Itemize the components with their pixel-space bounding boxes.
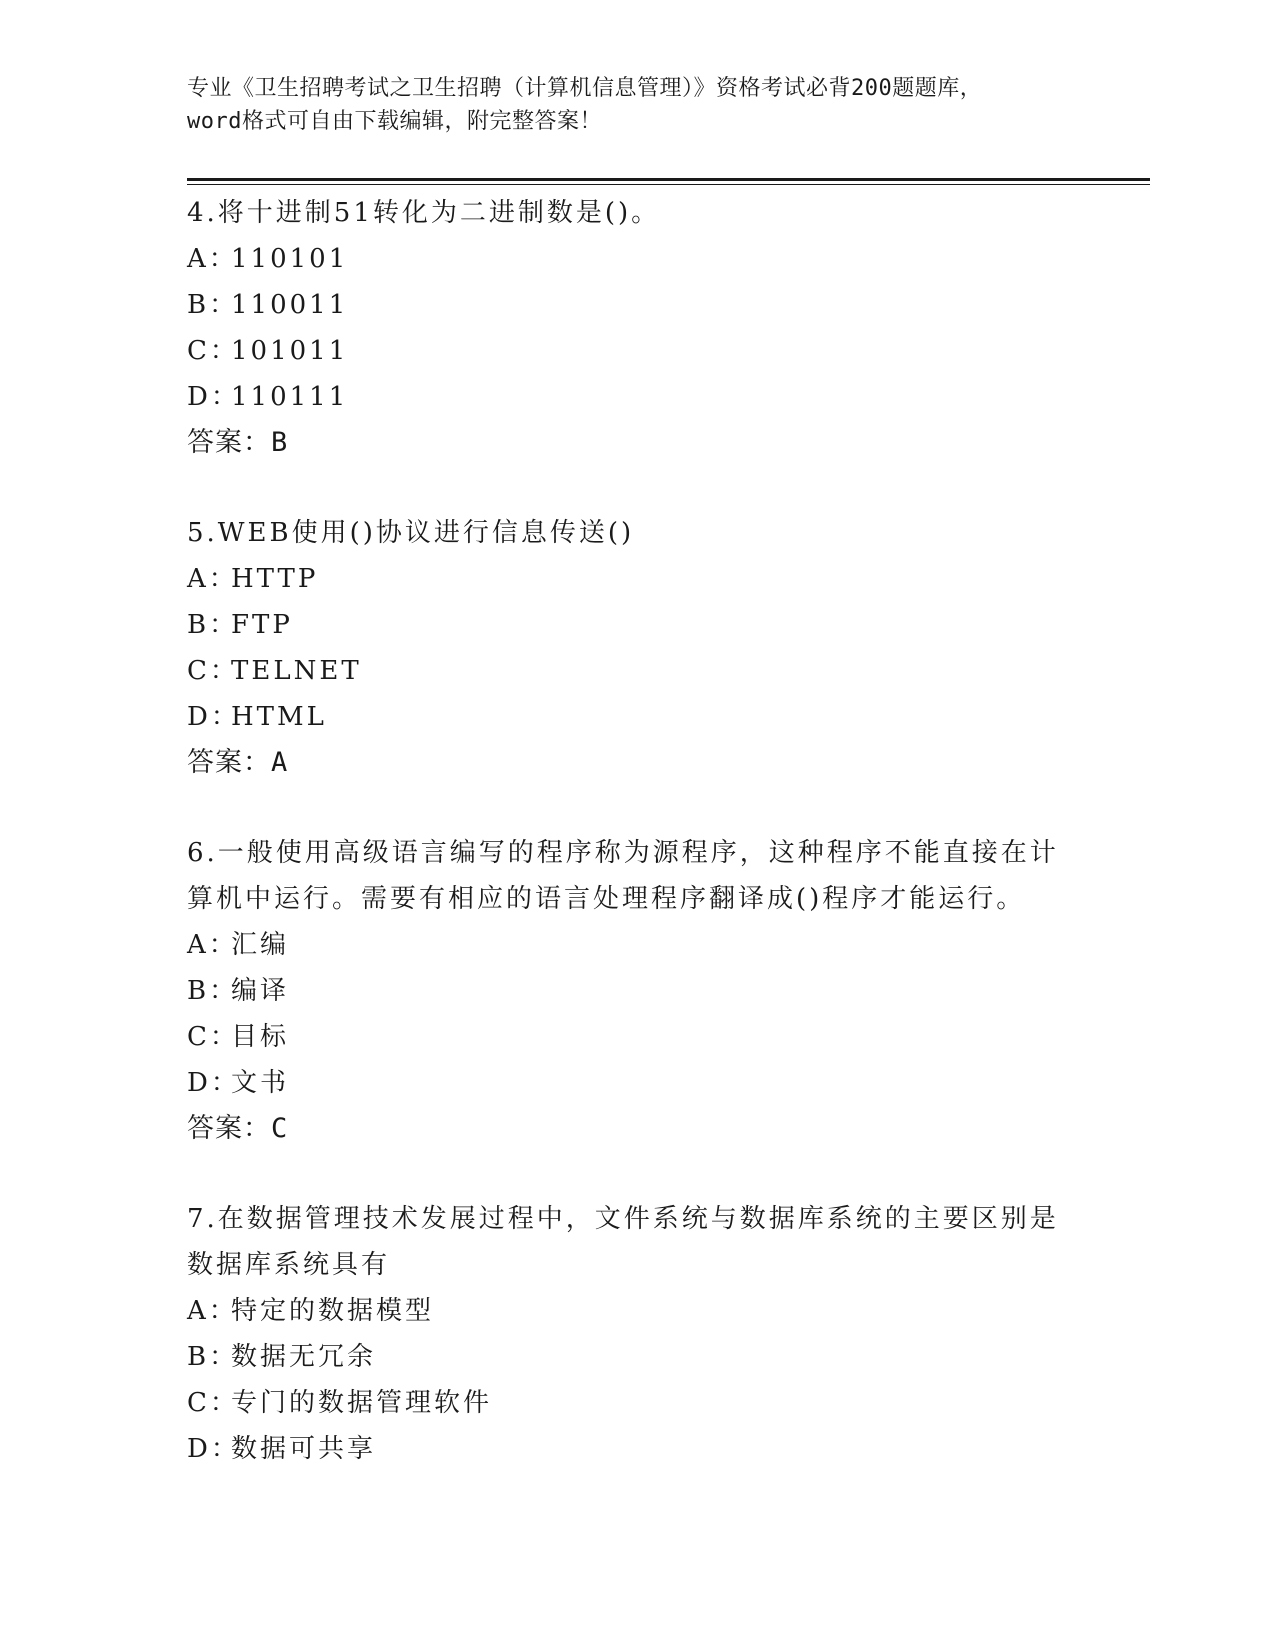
answer-line: 答案：B <box>187 427 289 458</box>
option-d <box>187 1060 1087 1106</box>
option-text: 数据无冗余 <box>231 1342 377 1372</box>
option-letter: B： <box>187 290 239 320</box>
option-letter: C： <box>187 1022 239 1052</box>
option-letter: A： <box>187 564 238 594</box>
option-d <box>187 374 1087 420</box>
header-line-1: 专业《卫生招聘考试之卫生招聘（计算机信息管理）》资格考试必背200题题库， <box>187 76 983 101</box>
option-letter: A： <box>187 1296 238 1326</box>
option-letter: D： <box>187 382 240 412</box>
option-text: TELNET <box>231 656 362 686</box>
question-block <box>187 190 1087 466</box>
document-header <box>187 72 1087 138</box>
option-letter: D： <box>187 1434 240 1464</box>
question-text: 5.WEB使用()协议进行信息传送() <box>187 518 635 548</box>
option-b <box>187 1334 1087 1380</box>
option-text: HTML <box>231 702 327 732</box>
option-text: 101011 <box>231 336 349 366</box>
question-text-continued: 数据库系统具有 <box>187 1250 391 1280</box>
question-text: 4.将十进制51转化为二进制数是()。 <box>187 198 661 228</box>
option-letter: A： <box>187 930 238 960</box>
question-text-continued: 算机中运行。需要有相应的语言处理程序翻译成()程序才能运行。 <box>187 884 1026 914</box>
option-text: HTTP <box>231 564 319 594</box>
option-letter: C： <box>187 656 239 686</box>
option-c <box>187 1380 1087 1426</box>
option-letter: B： <box>187 610 239 640</box>
option-letter: A： <box>187 244 238 274</box>
option-text: 特定的数据模型 <box>231 1296 435 1326</box>
option-c <box>187 648 1087 694</box>
option-letter: C： <box>187 336 239 366</box>
option-letter: D： <box>187 1068 240 1098</box>
option-text: 110011 <box>231 290 349 320</box>
question-block <box>187 830 1087 1152</box>
option-text: 110111 <box>231 382 349 412</box>
header-line-2: word格式可自由下载编辑，附完整答案！ <box>187 109 602 134</box>
option-letter: D： <box>187 702 240 732</box>
option-c <box>187 328 1087 374</box>
option-letter: B： <box>187 976 239 1006</box>
option-letter: B： <box>187 1342 239 1372</box>
answer-line: 答案：A <box>187 747 289 778</box>
option-c <box>187 1014 1087 1060</box>
option-a <box>187 556 1087 602</box>
option-text: 110101 <box>231 244 349 274</box>
option-text: 目标 <box>231 1022 290 1052</box>
option-text: 汇编 <box>231 930 290 960</box>
question-block <box>187 510 1087 786</box>
option-text: 数据可共享 <box>231 1434 377 1464</box>
question-text: 6.一般使用高级语言编写的程序称为源程序，这种程序不能直接在计 <box>187 838 1059 868</box>
option-a <box>187 236 1087 282</box>
option-d <box>187 694 1087 740</box>
option-text: 文书 <box>231 1068 290 1098</box>
option-a <box>187 922 1087 968</box>
option-b <box>187 968 1087 1014</box>
header-divider-thin <box>187 184 1150 185</box>
question-text: 7.在数据管理技术发展过程中，文件系统与数据库系统的主要区别是 <box>187 1204 1059 1234</box>
option-d <box>187 1426 1087 1472</box>
question-list <box>187 190 1087 1472</box>
option-text: FTP <box>231 610 293 640</box>
option-letter: C： <box>187 1388 239 1418</box>
answer-line: 答案：C <box>187 1113 289 1144</box>
question-block <box>187 1196 1087 1472</box>
header-divider <box>187 178 1150 181</box>
option-text: 编译 <box>231 976 290 1006</box>
option-b <box>187 602 1087 648</box>
option-text: 专门的数据管理软件 <box>231 1388 493 1418</box>
option-a <box>187 1288 1087 1334</box>
option-b <box>187 282 1087 328</box>
